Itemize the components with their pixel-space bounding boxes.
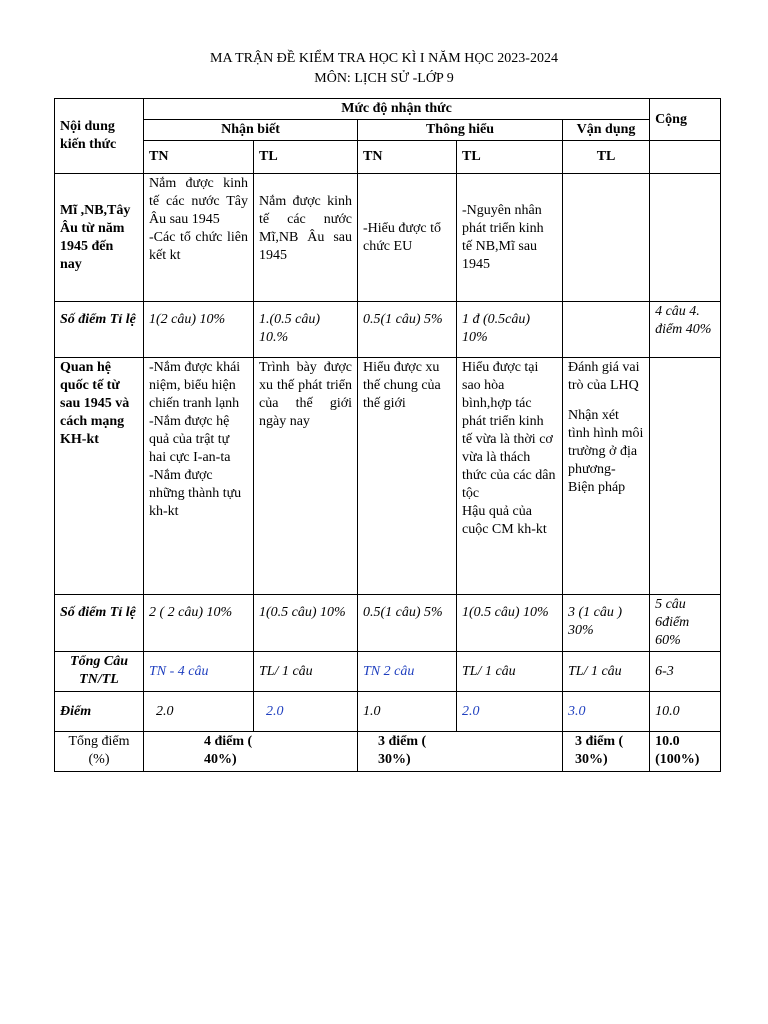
header-nb-tn: TN (144, 141, 254, 174)
diem-th-tn: 1.0 (358, 692, 457, 732)
document-title: MA TRẬN ĐỀ KIỂM TRA HỌC KÌ I NĂM HỌC 2023-2024 (210, 51, 558, 66)
topic1-nb-tn: Nắm được kinh tế các nước Tây Âu sau 1945 -Các tổ chức liên kết kt (144, 174, 254, 302)
header-nhan-biet: Nhận biết (144, 120, 358, 141)
topic1-cong (650, 174, 721, 302)
tong-cau-vd-tl: TL/ 1 câu (563, 652, 650, 692)
score2-row (55, 595, 721, 652)
score2-cong: 5 câu 6điểm 60% (650, 595, 721, 652)
document-subtitle: MÔN: LỊCH SỬ -LỚP 9 (314, 71, 454, 86)
diem-nb-tl: 2.0 (254, 692, 358, 732)
tong-cau-row (55, 652, 721, 692)
header-row-2 (55, 120, 721, 141)
score2-th-tl: 1(0.5 câu) 10% (457, 595, 563, 652)
tong-cau-label: Tổng Câu TN/TL (55, 652, 144, 692)
topic2-th-tl: Hiểu được tại sao hòa bình,hợp tác phát triển kinh tế vừa là thời cơ vừa là thách thức của các dân tộc Hậu quả của cuộc CM kh-kt (457, 358, 563, 595)
score1-th-tl: 1 đ (0.5câu) 10% (457, 302, 563, 358)
header-van-dung: Vận dụng (563, 120, 650, 141)
tong-diem-nb: 4 điểm ( 40%) (144, 732, 358, 772)
score1-vd-tl (563, 302, 650, 358)
diem-label: Điểm (55, 692, 144, 732)
header-vd-tl: TL (563, 141, 650, 174)
header-thong-hieu: Thông hiểu (358, 120, 563, 141)
header-th-tn: TN (358, 141, 457, 174)
score2-label: Số điểm Tỉ lệ (55, 595, 144, 652)
score1-label: Số điểm Tỉ lệ (55, 302, 144, 358)
topic2-name: Quan hệ quốc tế từ sau 1945 và cách mạng KH-kt (55, 358, 144, 595)
header-noi-dung: Nội dung kiến thức (55, 99, 144, 174)
topic1-name: Mĩ ,NB,Tây Âu từ năm 1945 đến nay (55, 174, 144, 302)
score1-nb-tn: 1(2 câu) 10% (144, 302, 254, 358)
topic2-cong (650, 358, 721, 595)
topic1-th-tn: -Hiểu được tổ chức EU (358, 174, 457, 302)
tong-diem-vd: 3 điểm ( 30%) (563, 732, 650, 772)
score1-row (55, 302, 721, 358)
score2-vd-tl: 3 (1 câu ) 30% (563, 595, 650, 652)
topic2-vd-tl: Đánh giá vai trò của LHQ Nhận xét tình hình môi trường ở địa phương- Biện pháp (563, 358, 650, 595)
topic1-nb-tl: Nắm được kinh tế các nước Mĩ,NB Âu sau 1945 (254, 174, 358, 302)
header-row-1 (55, 99, 721, 120)
diem-row (55, 692, 721, 732)
tong-diem-cong: 10.0 (100%) (650, 732, 721, 772)
diem-cong: 10.0 (650, 692, 721, 732)
tong-cau-th-tn: TN 2 câu (358, 652, 457, 692)
score2-nb-tn: 2 ( 2 câu) 10% (144, 595, 254, 652)
header-cong-empty (650, 141, 721, 174)
diem-vd-tl: 3.0 (563, 692, 650, 732)
topic2-nb-tn: -Nắm được khái niệm, biểu hiện chiến tranh lạnh -Nắm được hệ quả của trật tự hai cực I-an-ta -Nắm được những thành tựu kh-kt (144, 358, 254, 595)
tong-cau-th-tl: TL/ 1 câu (457, 652, 563, 692)
score1-cong: 4 câu 4. điểm 40% (650, 302, 721, 358)
tong-cau-cong: 6-3 (650, 652, 721, 692)
diem-th-tl: 2.0 (457, 692, 563, 732)
score2-nb-tl: 1(0.5 câu) 10% (254, 595, 358, 652)
topic1-row (55, 174, 721, 302)
exam-matrix-table (54, 98, 721, 772)
tong-diem-th: 3 điểm ( 30%) (358, 732, 563, 772)
header-th-tl: TL (457, 141, 563, 174)
score2-th-tn: 0.5(1 câu) 5% (358, 595, 457, 652)
header-cong: Cộng (650, 99, 721, 141)
header-row-3 (55, 141, 721, 174)
score1-th-tn: 0.5(1 câu) 5% (358, 302, 457, 358)
score1-nb-tl: 1.(0.5 câu) 10.% (254, 302, 358, 358)
tong-cau-nb-tl: TL/ 1 câu (254, 652, 358, 692)
header-muc-do: Mức độ nhận thức (144, 99, 650, 120)
topic1-vd-tl (563, 174, 650, 302)
tong-diem-label: Tổng điểm (%) (55, 732, 144, 772)
diem-nb-tn: 2.0 (144, 692, 254, 732)
tong-cau-nb-tn: TN - 4 câu (144, 652, 254, 692)
topic2-nb-tl: Trình bày được xu thế phát triển của thế giới ngày nay (254, 358, 358, 595)
header-nb-tl: TL (254, 141, 358, 174)
tong-diem-row (55, 732, 721, 772)
topic2-th-tn: Hiểu được xu thế chung của thế giới (358, 358, 457, 595)
topic1-th-tl: -Nguyên nhân phát triển kinh tế NB,Mĩ sau 1945 (457, 174, 563, 302)
topic2-row (55, 358, 721, 595)
